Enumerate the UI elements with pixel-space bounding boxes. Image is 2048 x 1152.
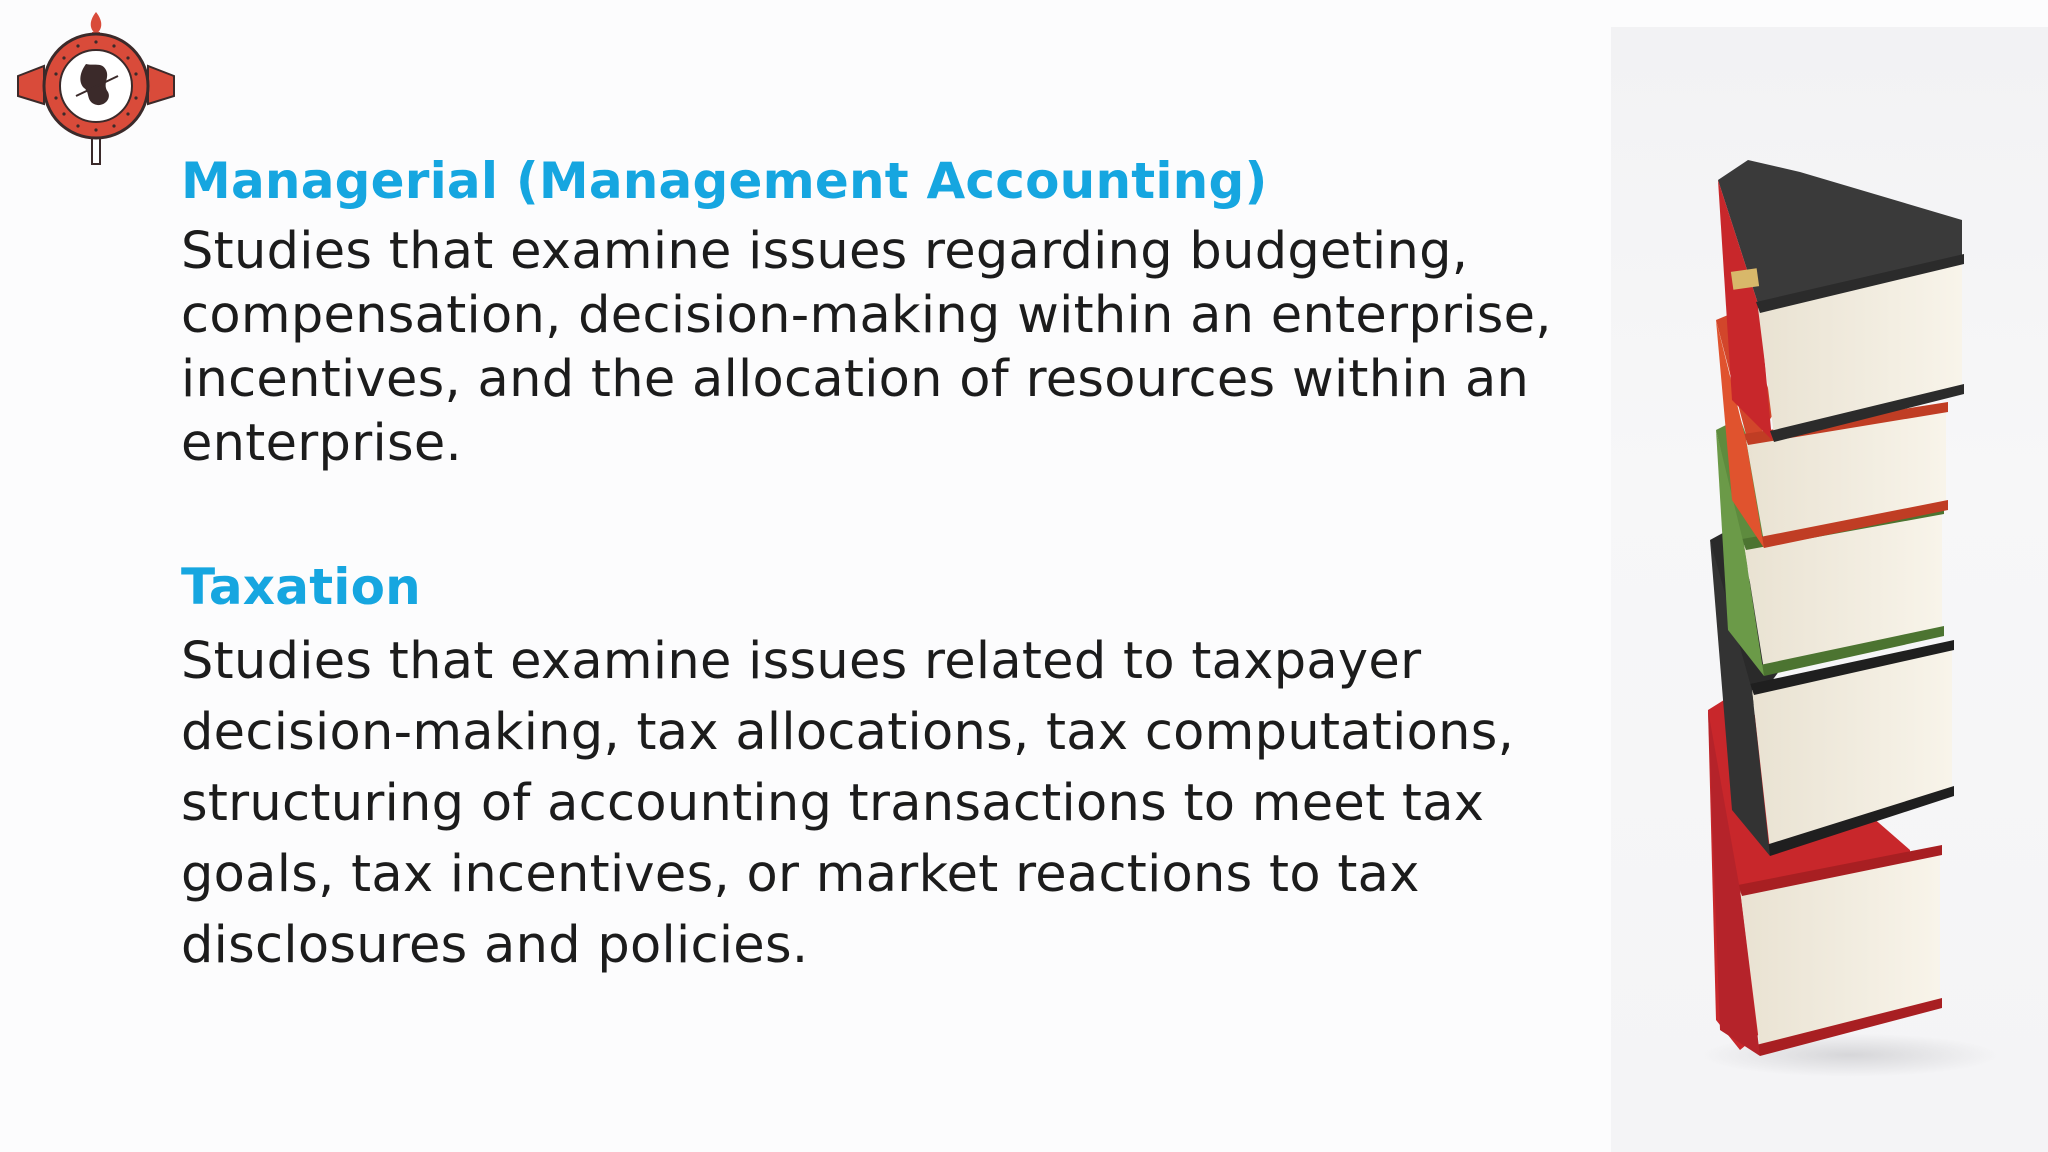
managerial-line-2: compensation, decision-making within an enterprise, bbox=[181, 286, 1552, 345]
taxation-line-4: goals, tax incentives, or market reactions to tax bbox=[181, 845, 1420, 904]
taxation-description bbox=[181, 626, 1581, 981]
slide-content bbox=[181, 150, 1581, 981]
managerial-heading: Managerial (Management Accounting) bbox=[181, 152, 1268, 210]
taxation-line-5: disclosures and policies. bbox=[181, 916, 809, 975]
managerial-line-3: incentives, and the allocation of resources within an bbox=[181, 350, 1530, 409]
taxation-line-1: Studies that examine issues related to taxpayer bbox=[181, 632, 1422, 691]
taxation-line-2: decision-making, tax allocations, tax computations, bbox=[181, 703, 1515, 762]
stacked-books-icon bbox=[1680, 150, 2000, 1080]
managerial-description bbox=[181, 220, 1581, 476]
managerial-line-4: enterprise. bbox=[181, 414, 463, 473]
taxation-heading: Taxation bbox=[181, 558, 421, 616]
managerial-line-1: Studies that examine issues regarding budgeting, bbox=[181, 222, 1469, 281]
school-seal-icon bbox=[14, 4, 184, 174]
taxation-line-3: structuring of accounting transactions to meet tax bbox=[181, 774, 1485, 833]
